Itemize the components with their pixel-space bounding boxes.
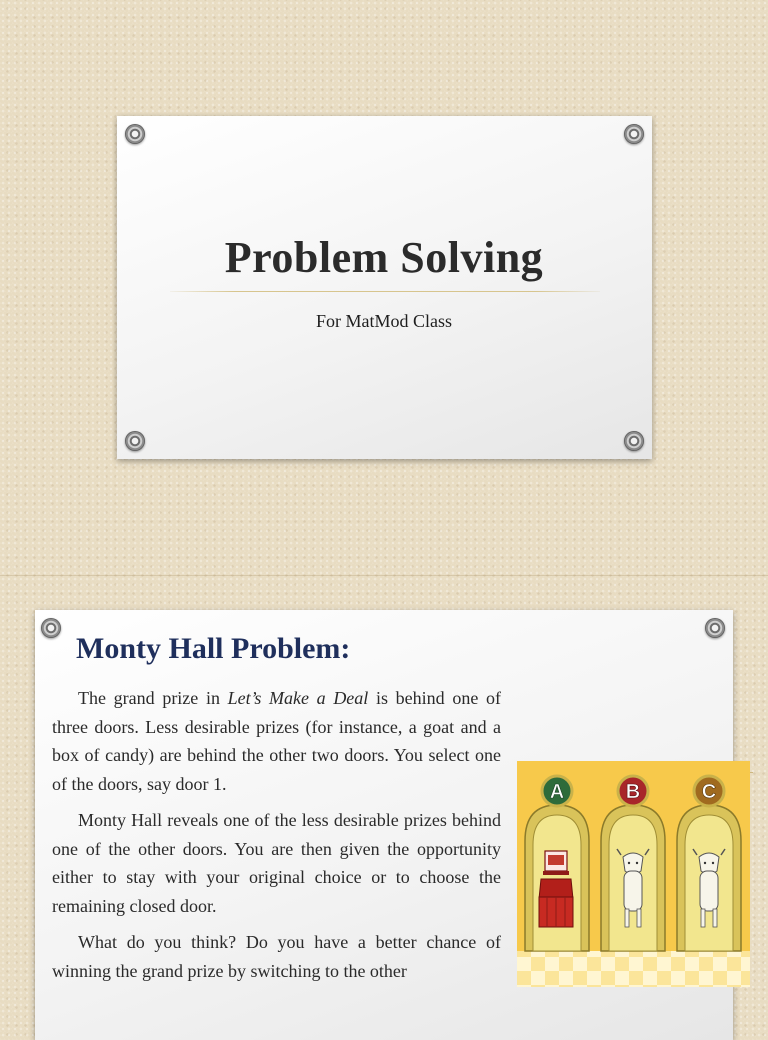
- slide-body-text: [52, 684, 501, 993]
- svg-text:A: A: [549, 781, 565, 803]
- slide-title: Problem Solving: [224, 233, 544, 282]
- slide-gap-line: [0, 575, 768, 576]
- grommet-icon: [705, 618, 725, 638]
- grommet-icon: [125, 124, 145, 144]
- svg-text:C: C: [701, 781, 717, 803]
- grommet-icon: [125, 431, 145, 451]
- three-doors-illustration: [517, 761, 750, 987]
- show-title: Let’s Make a Deal: [227, 688, 369, 708]
- section-title: Monty Hall Problem:: [76, 632, 351, 665]
- svg-text:B: B: [625, 781, 641, 803]
- paragraph-text: is behind one of three doors. Less desirable prizes (for instance, a goat and a box of candy) are behind the other two doors. You select one of the doors, say door 1.: [52, 688, 501, 794]
- paragraph-2: Monty Hall reveals one of the less desirable prizes behind one of the other doors. You are then given the opportunity either to stay with your original choice or to choose the remaining closed door.: [52, 810, 501, 916]
- grommet-icon: [41, 618, 61, 638]
- title-divider: [170, 291, 600, 292]
- paragraph-text: The grand prize in: [78, 688, 228, 708]
- slide-subtitle: For MatMod Class: [315, 311, 452, 331]
- grommet-icon: [624, 124, 644, 144]
- paragraph-3: What do you think? Do you have a better chance of winning the grand prize by switching to the other: [52, 932, 501, 981]
- paragraph-1: [52, 684, 501, 798]
- grommet-icon: [624, 431, 644, 451]
- title-slide: [117, 116, 652, 459]
